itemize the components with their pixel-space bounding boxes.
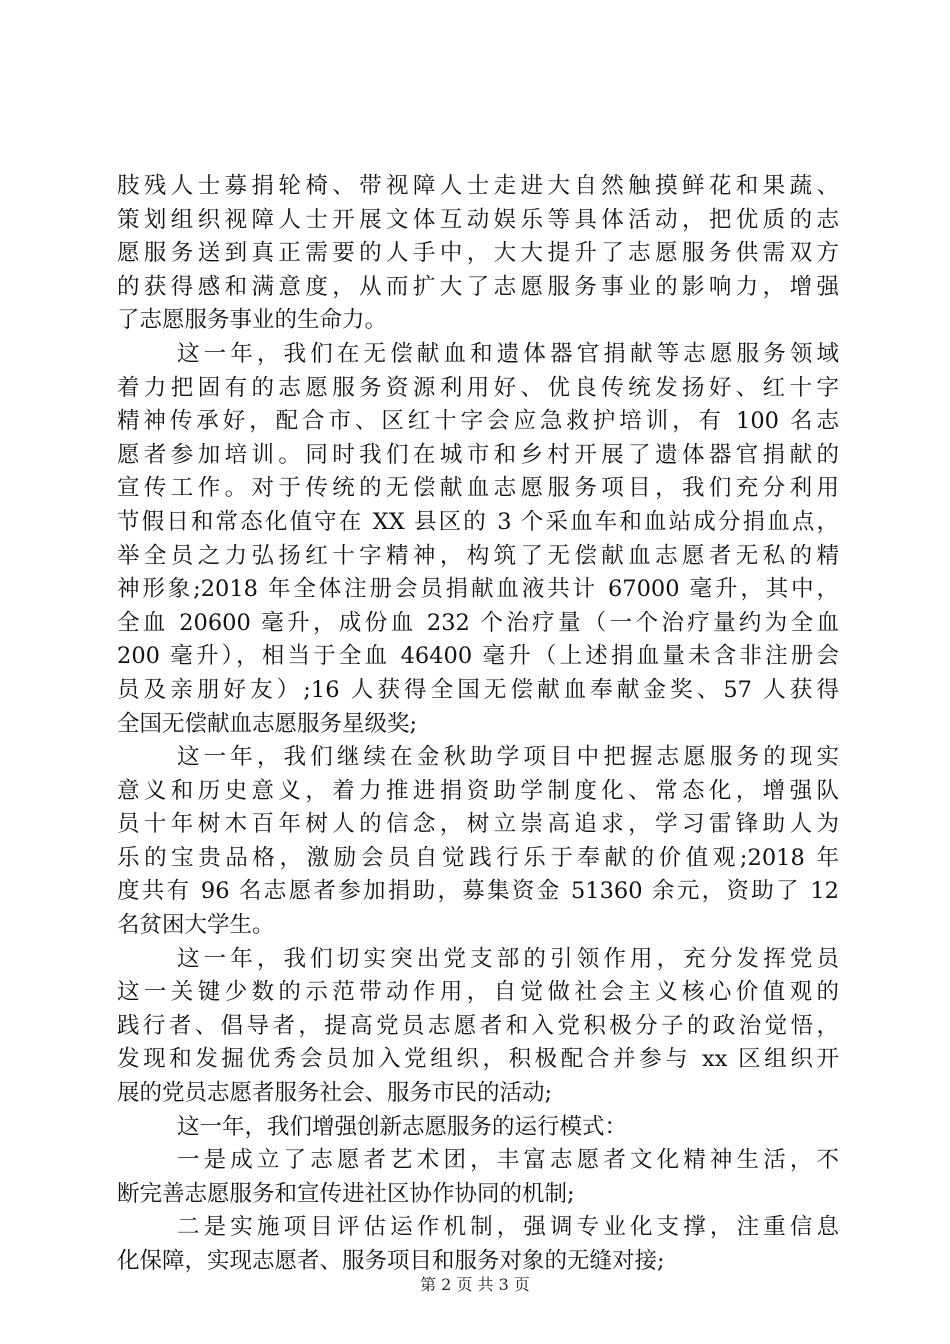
paragraph-first-line: 这一年，我们在无偿献血和遗体器官捐献等志愿服务领域: [177, 340, 839, 367]
paragraph-first-line: 这一年，我们继续在金秋助学项目中把握志愿服务的现实: [177, 744, 839, 771]
paragraph-first-line: 二是实施项目评估运作机制，强调专业化支撑，注重信息: [177, 1214, 839, 1241]
text-line: 发现和发掘优秀会员加入党组织，积极配合并参与 xx 区组织开: [117, 1046, 839, 1073]
text-line: 乐的宝贵品格，激励会员自觉践行乐于奉献的价值观;2018 年: [117, 844, 839, 871]
text-line: 断完善志愿服务和宣传进社区协作协同的机制;: [117, 1180, 575, 1207]
text-line: 全血 20600 毫升，成份血 232 个治疗量（一个治疗量约为全血: [117, 609, 839, 636]
text-line: 全国无偿献血志愿服务星级奖;: [117, 710, 418, 737]
paragraph-first-line: 这一年，我们增强创新志愿服务的运行模式：: [177, 1113, 628, 1140]
text-line: 的获得感和满意度，从而扩大了志愿服务事业的影响力，增强: [117, 273, 839, 300]
text-line: 举全员之力弘扬红十字精神，构筑了无偿献血志愿者无私的精: [117, 542, 839, 569]
text-line: 肢残人士募捐轮椅、带视障人士走进大自然触摸鲜花和果蔬、: [117, 173, 839, 199]
text-line: 着力把固有的志愿服务资源利用好、优良传统发扬好、红十字: [117, 374, 839, 401]
text-line: 策划组织视障人士开展文体互动娱乐等具体活动，把优质的志: [117, 206, 839, 233]
text-line: 愿服务送到真正需要的人手中，大大提升了志愿服务供需双方: [117, 240, 839, 267]
text-line: 践行者、倡导者，提高党员志愿者和入党积极分子的政治觉悟，: [117, 1012, 839, 1039]
text-line: 宣传工作。对于传统的无偿献血志愿服务项目，我们充分利用: [117, 475, 839, 502]
text-line: 神形象;2018 年全体注册会员捐献血液共计 67000 毫升，其中，: [117, 576, 839, 603]
paragraph-first-line: 这一年，我们切实突出党支部的引领作用，充分发挥党员: [177, 945, 839, 972]
text-line: 200 毫升），相当于全血 46400 毫升（上述捐血量未含非注册会: [117, 643, 839, 670]
text-line: 度共有 96 名志愿者参加捐助，募集资金 51360 余元，资助了 12: [117, 878, 839, 905]
text-line: 化保障，实现志愿者、服务项目和服务对象的无缝对接;: [117, 1248, 665, 1274]
text-line: 展的党员志愿者服务社会、服务市民的活动;: [117, 1080, 553, 1107]
text-line: 精神传承好，配合市、区红十字会应急救护培训，有 100 名志: [117, 408, 839, 435]
text-line: 愿者参加培训。同时我们在城市和乡村开展了遗体器官捐献的: [117, 441, 839, 468]
text-line: 意义和历史意义，着力推进捐资助学制度化、常态化，增强队: [117, 777, 839, 804]
page-number-footer: 第 2 页 共 3 页: [420, 1275, 530, 1294]
paragraph-first-line: 一是成立了志愿者艺术团，丰富志愿者文化精神生活，不: [177, 1147, 839, 1174]
text-line: 节假日和常态化值守在 XX 县区的 3 个采血车和血站成分捐血点，: [117, 508, 839, 535]
text-line: 员及亲朋好友）;16 人获得全国无偿献血奉献金奖、57 人获得: [117, 676, 839, 703]
text-line: 员十年树木百年树人的信念，树立崇高追求，学习雷锋助人为: [117, 811, 839, 838]
text-line: 这一关键少数的示范带动作用，自觉做社会主义核心价值观的: [117, 979, 839, 1006]
body-text: [117, 170, 839, 1279]
text-line: 名贫困大学生。: [117, 912, 275, 939]
text-line: 了志愿服务事业的生命力。: [117, 307, 388, 334]
